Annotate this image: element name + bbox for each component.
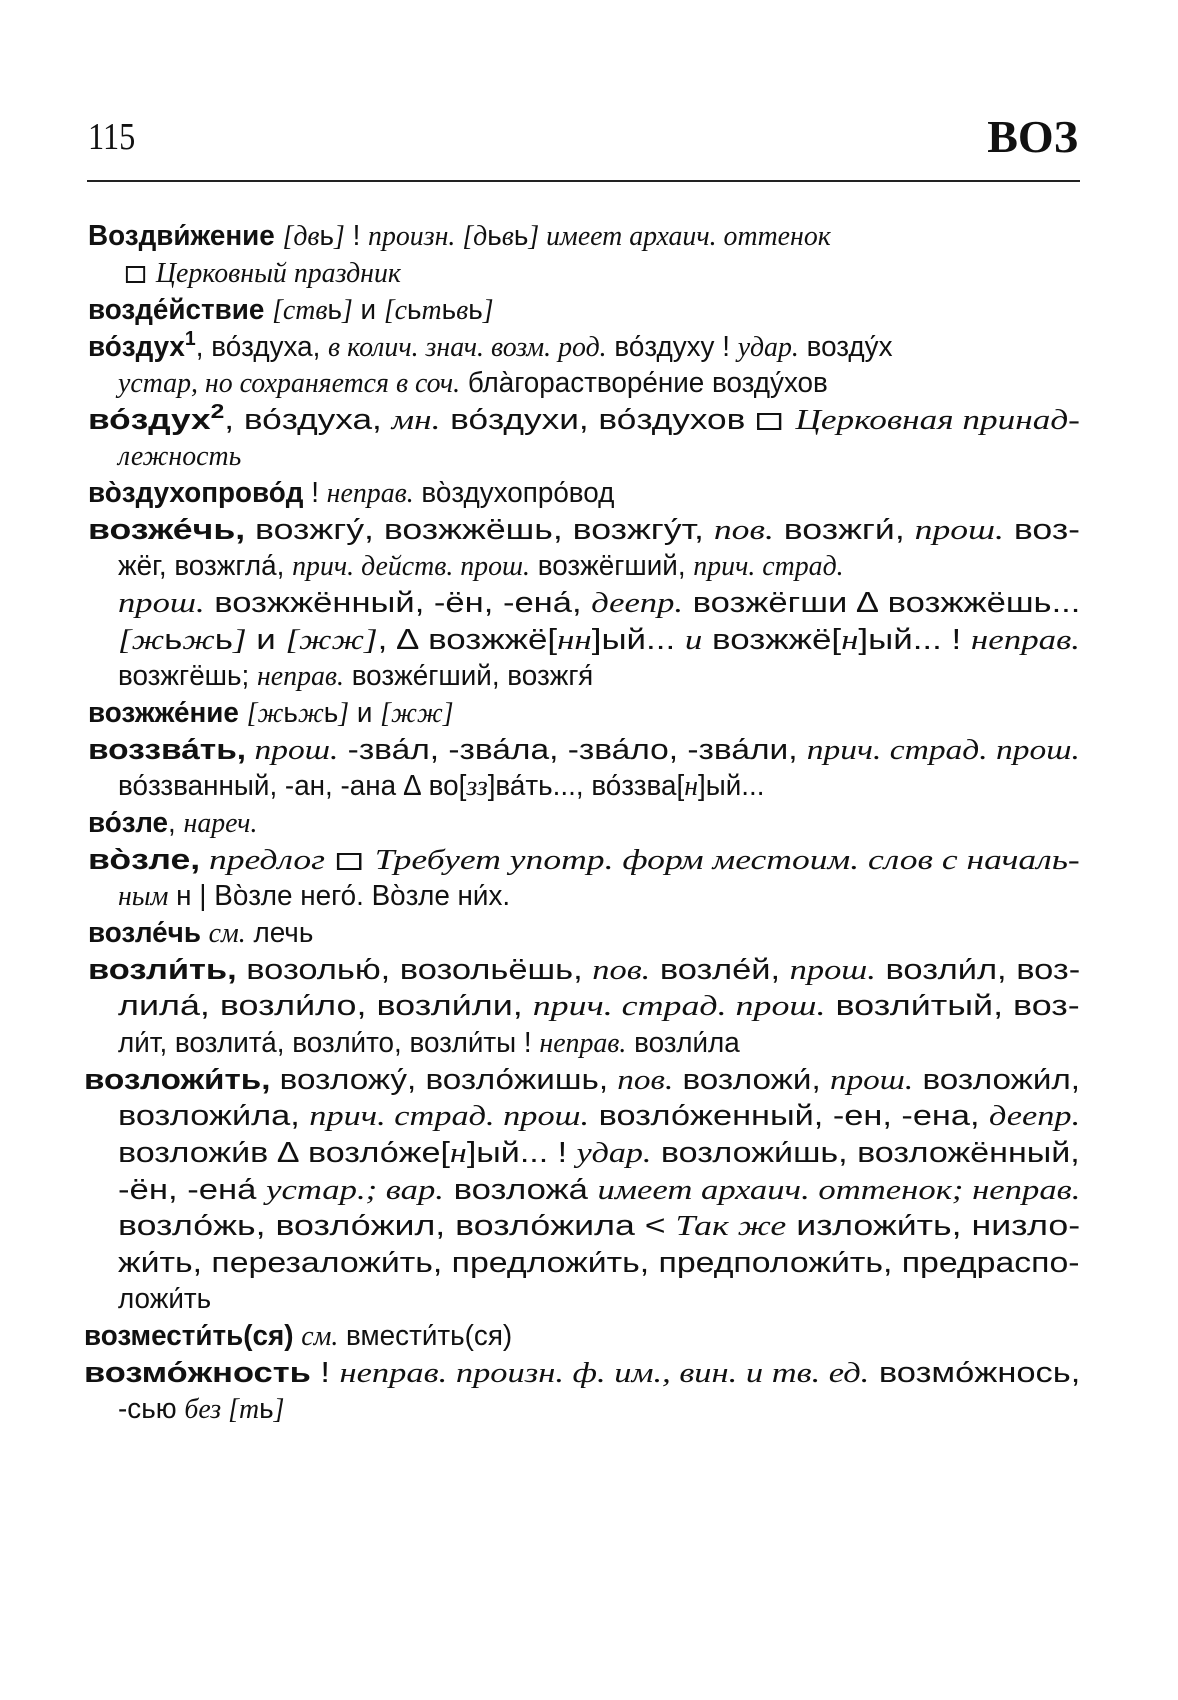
entry-text: ь [441,294,457,326]
entry-text: и [246,624,286,656]
homonym-index: 1 [184,327,196,350]
entry-line [118,992,1080,1021]
label-italic: т [421,294,442,326]
entry-text: ь [327,294,342,326]
entry-text: возли́л, воз- [875,954,1081,986]
entry-text: возжги́, [773,514,915,546]
label-italic: [жж] [285,624,378,656]
label-italic: удар. [576,1137,652,1169]
label-italic: предлог [200,844,334,876]
entry-text: ]ва́ть..., во́ззва[ [487,770,685,802]
label-italic: ] [482,294,494,326]
headword: возложи́ть, [84,1064,271,1096]
entry-text: ! [344,220,369,252]
entry-text: ь [259,1393,274,1425]
label-italic: см. [301,1320,339,1352]
entry-text: во́здухи, во́здухов [440,404,756,436]
label-italic: [ств [272,294,328,326]
entry-text: возложи́шь, возложённый, [651,1137,1080,1169]
label-italic: ] [273,1393,285,1425]
label-italic: устар.; вар. [266,1174,444,1206]
entry-line [118,662,593,691]
entry-text: -ён, -ена́ [118,1174,267,1206]
entry-line [88,699,454,728]
entry-text: возли́тый, воз- [825,990,1080,1022]
entry-line [118,1176,1080,1205]
entry-line [118,1029,740,1058]
entry-text: возложи́ла, [118,1100,310,1132]
entry-text: лила́, возли́ло, возли́ли, [118,990,533,1022]
label-italic: [ж [246,697,284,729]
entry-line [88,479,614,508]
entry-text: ь [513,220,529,252]
label-italic: ] [334,220,345,252]
homonym-index: 2 [210,400,225,423]
label-italic: мн. [391,404,441,436]
entry-text: ь [487,220,502,252]
entry-text: возже́гший, возжгя́ [343,660,594,692]
label-italic: зз [466,770,488,802]
entry-line [118,1212,1080,1241]
label-italic: устар, но сохраняется в соч. [118,367,461,399]
entry-text: , [168,807,184,839]
label-italic: прич. страд. прош. [806,734,1080,766]
entry-text: ! [310,1357,340,1389]
label-italic: деепр. [989,1100,1081,1132]
entry-text: -зва́л, -зва́ла, -зва́ло, -зва́ли, [338,734,807,766]
label-italic: неправ. [326,477,414,509]
entry-line [88,736,1080,765]
entry-line [118,1249,1080,1278]
entry-text: возле́й, [650,954,790,986]
label-italic: имеет архаич. оттенок; неправ. [597,1174,1081,1206]
label-italic: и [684,624,703,656]
label-italic: удар. [737,331,799,363]
entry-text: бла̀горастворе́ние возду́хов [460,367,828,399]
label-italic: произн. [д [368,220,488,252]
entry-text: возло́жь, возло́жил, возло́жила < [118,1210,676,1242]
headword: во́здух [88,331,185,363]
entry-line [118,1102,1080,1131]
entry-text: вмести́ть(ся) [338,1320,513,1352]
label-italic: деепр. [591,587,684,619]
entry-line [84,1322,512,1351]
label-italic: нареч. [183,807,258,839]
entry-text: н | Во̀зле него́. Во̀зле ни́х. [168,880,511,912]
entry-text: возжгу́, возжжёшь, возжгу́т, [245,514,714,546]
entry-text: возжжё[ [702,624,842,656]
entry-text: ]ый... [591,624,685,656]
label-italic: пов. [617,1064,674,1096]
entry-line [84,1359,1080,1388]
label-italic: ] имеет архаич. оттенок [528,220,831,252]
running-head: ВОЗ [987,111,1078,162]
label-italic: н [684,770,699,802]
label-italic: в [501,220,514,252]
entry-text: возложи́, [673,1064,830,1096]
entry-text: воз- [1003,514,1081,546]
label-italic: [с [383,294,408,326]
entry-line [118,1139,1080,1168]
entry-line [124,259,401,288]
label-italic: ж [182,624,215,656]
entry-text: возжёгший, [529,550,694,582]
label-italic: прош. [789,954,876,986]
label-italic: ] [341,294,353,326]
entry-text: ]ый... ! [466,1137,577,1169]
entry-text: , во́здуха, [224,404,392,436]
page-number: 115 [88,116,136,158]
label-italic: пов. [713,514,774,546]
label-italic: неправ. произн. ф. им., вин. и тв. ед. [339,1357,870,1389]
entry-line [118,626,1080,655]
label-italic: н [449,1137,467,1169]
entry-line [118,589,1080,618]
entry-line [88,327,893,363]
entry-line [88,222,831,251]
label-italic: прош. [914,514,1004,546]
entry-text: ь [164,624,183,656]
entry-line [118,1285,211,1314]
entry-line [118,369,828,398]
headword: возде́йствие [88,294,273,326]
entry-text: возложи́в ∆ возло́же[ [118,1137,450,1169]
headword: воззва́ть, [88,734,247,766]
label-italic: нн [557,624,592,656]
headword: возмести́ть(ся) [84,1320,302,1352]
square-box-icon [336,853,361,870]
label-italic: ] [232,624,247,656]
entry-text: ь [323,697,339,729]
entry-text: , во́здуха, [195,331,329,363]
label-italic: в [456,294,469,326]
label-italic: прич. страд. прош. [309,1100,590,1132]
entry-text: возолью́, возольёшь, [236,954,593,986]
headword: возжже́ние [88,697,247,729]
headword: во̀зле, [88,844,201,876]
entry-text: возжёгши ∆ возжжёшь... [683,587,1081,619]
entry-text: возло́женный, -ен, -ена, [589,1100,990,1132]
headword: возле́чь [88,917,209,949]
entry-text: возложу́, возло́жишь, [270,1064,618,1096]
label-italic: без [т [184,1393,260,1425]
entry-text: и [352,294,384,326]
headword: во́здух [88,404,211,436]
label-italic: Церковная принад- [786,404,1080,436]
label-italic: см. [208,917,246,949]
entry-text: ложи́ть [118,1283,212,1315]
headword: возже́чь, [88,514,246,546]
label-italic: прош. [246,734,339,766]
label-italic: Так же [675,1210,787,1242]
label-italic: неправ. [256,660,344,692]
label-italic: прич. действ. прош. [292,550,530,582]
label-italic: прич. страд. [693,550,844,582]
entry-text: возжгёшь; [118,660,257,692]
label-italic: н [841,624,859,656]
label-italic: лежность [118,440,242,472]
entry-text: ь [407,294,422,326]
label-italic: неправ. [539,1027,627,1059]
entry-text: жёг, возжгла́, [118,550,293,582]
entry-line [88,956,1080,985]
entry-line [88,809,257,838]
headword: во̀здухопрово́д [88,477,304,509]
entry-text: возложа́ [443,1174,598,1206]
square-box-icon [758,413,782,430]
entry-text: во̀здухопро́вод [413,477,615,509]
label-italic: прич. страд. прош. [532,990,826,1022]
entry-text: изложи́ть, низло- [786,1210,1081,1242]
entry-line [118,442,241,471]
label-italic: Требует употр. форм местоим. слов с началь- [365,844,1080,876]
entry-line [88,516,1080,545]
entry-text: ]ый... [698,770,765,802]
label-italic: неправ. [970,624,1081,656]
entry-text: возду́х [798,331,893,363]
label-italic: [ж [118,624,165,656]
entry-text: возмо́жнось, [869,1357,1081,1389]
label-italic: Церковный праздник [148,257,401,289]
headword: во́зле [88,807,169,839]
square-box-icon [126,266,145,283]
entry-text: ли́т, возлита́, возли́то, возли́ты ! [118,1027,540,1059]
headword: возли́ть, [88,954,237,986]
entry-text: ь [283,697,298,729]
entry-text: ь [468,294,483,326]
label-italic: [жж] [380,697,454,729]
entry-text: лечь [245,917,314,949]
entry-line [88,400,1080,436]
label-italic: прош. [118,587,205,619]
headword: Воздви́жение [88,220,283,252]
entry-text: во́ззванный, -ан, -ана ∆ во[ [118,770,467,802]
entry-text: во́здуху ! [606,331,738,363]
entry-text: ь [319,220,334,252]
label-italic: ным [118,880,169,912]
label-italic: [дв [282,220,320,252]
entry-line [84,1066,1080,1095]
entry-line [118,552,844,581]
entry-line [88,846,1080,875]
entry-text: возли́ла [626,1027,740,1059]
entry-line [88,919,313,948]
entry-line [88,296,494,325]
label-italic: прош. [829,1064,914,1096]
entry-text: , ∆ возжжё[ [377,624,558,656]
entry-line [118,772,765,801]
label-italic: ] [338,697,350,729]
entry-text: ь [214,624,233,656]
entry-text: -сью [118,1393,185,1425]
entry-text: ]ый... ! [858,624,971,656]
entry-text: и [349,697,381,729]
entry-text: возложи́л, [913,1064,1081,1096]
entry-text: возжжённый, -ён, -ена́, [204,587,592,619]
entry-text: ! [303,477,327,509]
entry-line [118,1395,284,1424]
label-italic: пов. [592,954,651,986]
headword: возмо́жность [84,1357,311,1389]
label-italic: ж [297,697,324,729]
header-rule [87,180,1080,182]
entry-text: жи́ть, перезаложи́ть, предложи́ть, предположи́ть, предраспо- [118,1247,1080,1279]
label-italic: в колич. знач. возм. род. [328,331,607,363]
entry-line [118,882,510,911]
